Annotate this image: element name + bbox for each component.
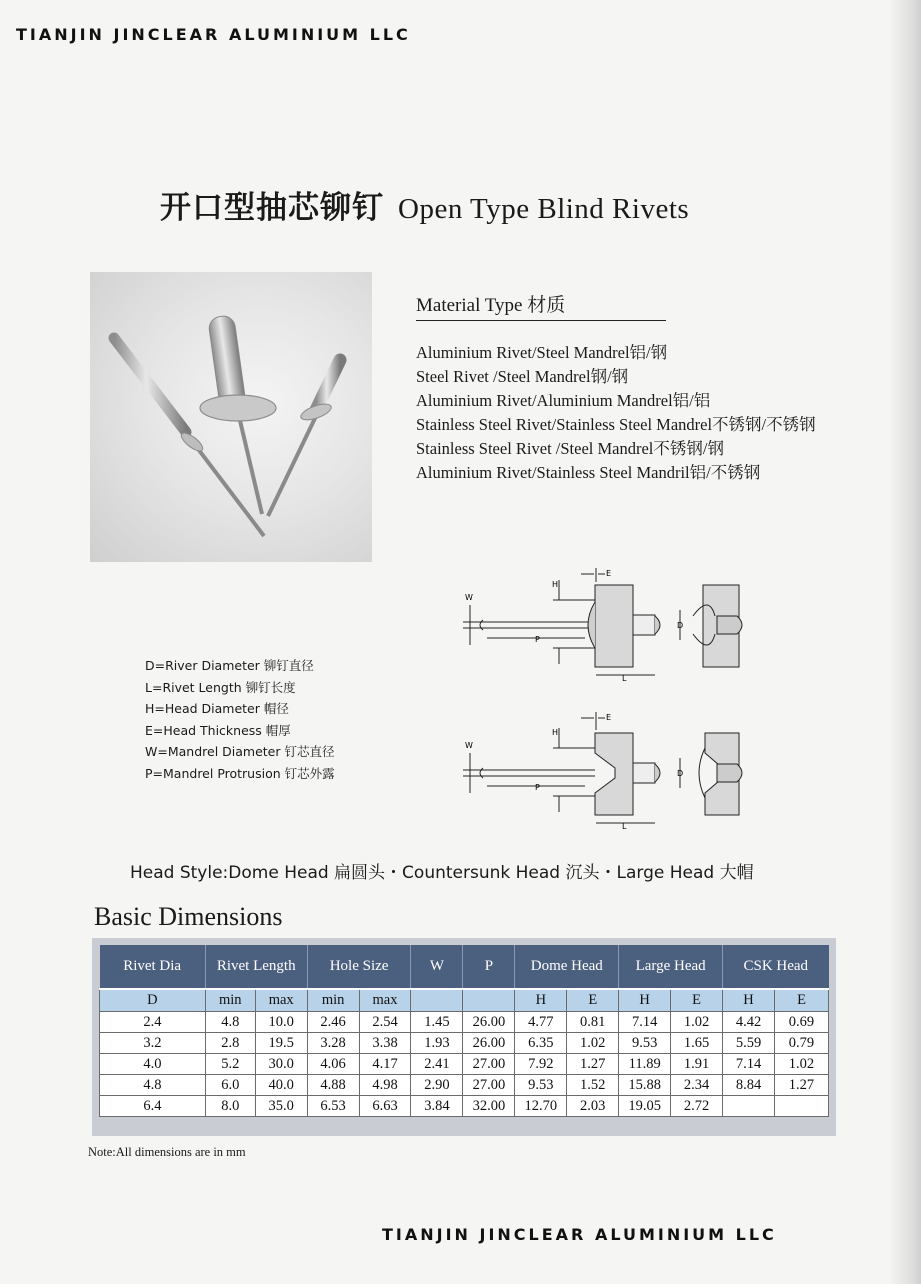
table-cell: 8.84 bbox=[723, 1075, 775, 1096]
subheader-cell: H bbox=[723, 989, 775, 1012]
legend-item: D=River Diameter 铆钉直径 bbox=[145, 658, 314, 673]
table-cell: 26.00 bbox=[463, 1033, 515, 1054]
table-cell: 4.77 bbox=[515, 1012, 567, 1033]
table-cell: 2.54 bbox=[359, 1012, 411, 1033]
table-cell: 9.53 bbox=[619, 1033, 671, 1054]
table-cell: 7.14 bbox=[619, 1012, 671, 1033]
table-cell: 1.02 bbox=[671, 1012, 723, 1033]
material-item: Aluminium Rivet/Aluminium Mandrel铝/铝 bbox=[416, 391, 711, 410]
subheader-cell: H bbox=[619, 989, 671, 1012]
table-cell: 3.38 bbox=[359, 1033, 411, 1054]
subheader-cell bbox=[463, 989, 515, 1012]
table-cell: 32.00 bbox=[463, 1096, 515, 1117]
legend-item: W=Mandrel Diameter 钉芯直径 bbox=[145, 744, 335, 759]
table-cell bbox=[774, 1096, 828, 1117]
subheader-cell: H bbox=[515, 989, 567, 1012]
table-cell: 4.42 bbox=[723, 1012, 775, 1033]
table-cell: 4.17 bbox=[359, 1054, 411, 1075]
label-d: D bbox=[677, 621, 684, 630]
legend-item: P=Mandrel Protrusion 钉芯外露 bbox=[145, 765, 335, 781]
table-cell: 1.02 bbox=[567, 1033, 619, 1054]
basic-dimensions-title: Basic Dimensions bbox=[94, 902, 283, 931]
table-cell: 1.91 bbox=[671, 1054, 723, 1075]
table-cell: 4.06 bbox=[307, 1054, 359, 1075]
label-w: W bbox=[465, 593, 473, 602]
table-cell: 2.34 bbox=[671, 1075, 723, 1096]
label-h: H bbox=[552, 728, 559, 737]
table-cell: 1.45 bbox=[411, 1012, 463, 1033]
table-cell: 7.92 bbox=[515, 1054, 567, 1075]
table-cell: 2.90 bbox=[411, 1075, 463, 1096]
legend-item: L=Rivet Length 铆钉长度 bbox=[145, 679, 296, 695]
table-cell: 19.05 bbox=[619, 1096, 671, 1117]
table-cell: 6.35 bbox=[515, 1033, 567, 1054]
label-l: L bbox=[622, 674, 627, 683]
head-style-line: Head Style:Dome Head 扁圆头・Countersunk Head 沉头・Large Head 大帽 bbox=[130, 863, 754, 883]
table-cell: 9.53 bbox=[515, 1075, 567, 1096]
subheader-cell: max bbox=[359, 989, 411, 1012]
table-cell: 2.4 bbox=[100, 1012, 206, 1033]
material-item: Steel Rivet /Steel Mandrel钢/钢 bbox=[416, 367, 629, 386]
company-name-footer: TIANJIN JINCLEAR ALUMINIUM LLC bbox=[382, 1225, 777, 1244]
table-cell: 8.0 bbox=[205, 1096, 255, 1117]
label-w: W bbox=[465, 741, 473, 750]
label-p: P bbox=[535, 783, 540, 792]
subheader-cell bbox=[411, 989, 463, 1012]
table-row bbox=[100, 1033, 829, 1054]
table-cell: 0.69 bbox=[774, 1012, 828, 1033]
table-cell: 1.52 bbox=[567, 1075, 619, 1096]
table-cell: 2.41 bbox=[411, 1054, 463, 1075]
table-cell: 30.0 bbox=[255, 1054, 307, 1075]
header-rivet-dia: Rivet Dia bbox=[100, 945, 206, 989]
table-cell: 2.03 bbox=[567, 1096, 619, 1117]
material-item: Stainless Steel Rivet /Steel Mandrel不锈钢/钢 bbox=[416, 439, 724, 458]
header-rivet-length: Rivet Length bbox=[205, 945, 307, 989]
table-cell: 0.79 bbox=[774, 1033, 828, 1054]
header-large-head: Large Head bbox=[619, 945, 723, 989]
material-item: Aluminium Rivet/Stainless Steel Mandril铝/不锈钢 bbox=[416, 463, 761, 482]
table-cell: 2.8 bbox=[205, 1033, 255, 1054]
table-cell: 6.4 bbox=[100, 1096, 206, 1117]
title-chinese: 开口型抽芯铆钉 bbox=[160, 190, 384, 226]
table-row bbox=[100, 1054, 829, 1075]
table-body bbox=[100, 989, 829, 1117]
table-cell: 26.00 bbox=[463, 1012, 515, 1033]
table-cell: 1.27 bbox=[567, 1054, 619, 1075]
table-cell: 5.2 bbox=[205, 1054, 255, 1075]
table-cell: 10.0 bbox=[255, 1012, 307, 1033]
table-subheader-row bbox=[100, 989, 829, 1012]
rivet-illustration bbox=[90, 272, 372, 562]
subheader-cell: D bbox=[100, 989, 206, 1012]
subheader-cell: max bbox=[255, 989, 307, 1012]
table-cell: 7.14 bbox=[723, 1054, 775, 1075]
table-cell: 4.8 bbox=[100, 1075, 206, 1096]
header-hole-size: Hole Size bbox=[307, 945, 411, 989]
table-cell: 19.5 bbox=[255, 1033, 307, 1054]
dimensions-table bbox=[99, 945, 829, 1117]
dimension-legend bbox=[145, 655, 335, 784]
table-cell: 12.70 bbox=[515, 1096, 567, 1117]
label-d: D bbox=[677, 769, 684, 778]
countersunk-head-diagram bbox=[455, 708, 775, 838]
label-p: P bbox=[535, 635, 540, 644]
label-l: L bbox=[622, 822, 627, 831]
subheader-cell: E bbox=[567, 989, 619, 1012]
table-cell: 1.93 bbox=[411, 1033, 463, 1054]
dome-head-diagram bbox=[455, 560, 775, 690]
header-w: W bbox=[411, 945, 463, 989]
table-row bbox=[100, 1012, 829, 1033]
table-cell: 6.0 bbox=[205, 1075, 255, 1096]
label-e: E bbox=[606, 569, 612, 578]
table-cell: 2.72 bbox=[671, 1096, 723, 1117]
table-cell: 4.8 bbox=[205, 1012, 255, 1033]
table-cell: 6.53 bbox=[307, 1096, 359, 1117]
table-row bbox=[100, 1096, 829, 1117]
label-h: H bbox=[552, 580, 559, 589]
table-cell: 4.88 bbox=[307, 1075, 359, 1096]
subheader-cell: min bbox=[205, 989, 255, 1012]
material-item: Stainless Steel Rivet/Stainless Steel Mandrel不锈钢/不锈钢 bbox=[416, 415, 816, 434]
table-cell: 1.27 bbox=[774, 1075, 828, 1096]
header-p: P bbox=[463, 945, 515, 989]
table-cell: 1.65 bbox=[671, 1033, 723, 1054]
company-name-header: TIANJIN JINCLEAR ALUMINIUM LLC bbox=[16, 25, 411, 44]
page-title bbox=[160, 182, 689, 227]
subheader-cell: E bbox=[671, 989, 723, 1012]
label-e: E bbox=[606, 713, 612, 722]
table-cell: 3.84 bbox=[411, 1096, 463, 1117]
table-cell: 35.0 bbox=[255, 1096, 307, 1117]
material-list bbox=[416, 341, 816, 485]
table-cell: 4.98 bbox=[359, 1075, 411, 1096]
table-cell: 3.28 bbox=[307, 1033, 359, 1054]
table-cell bbox=[723, 1096, 775, 1117]
legend-item: E=Head Thickness 帽厚 bbox=[145, 722, 291, 738]
table-cell: 40.0 bbox=[255, 1075, 307, 1096]
table-cell: 4.0 bbox=[100, 1054, 206, 1075]
table-cell: 2.46 bbox=[307, 1012, 359, 1033]
subheader-cell: min bbox=[307, 989, 359, 1012]
page-edge-shadow bbox=[891, 0, 921, 1284]
table-cell: 11.89 bbox=[619, 1054, 671, 1075]
title-english: Open Type Blind Rivets bbox=[398, 193, 690, 225]
table-cell: 5.59 bbox=[723, 1033, 775, 1054]
material-item: Aluminium Rivet/Steel Mandrel铝/钢 bbox=[416, 343, 668, 362]
table-cell: 1.02 bbox=[774, 1054, 828, 1075]
dimensions-table-frame bbox=[92, 938, 836, 1136]
table-cell: 0.81 bbox=[567, 1012, 619, 1033]
table-cell: 15.88 bbox=[619, 1075, 671, 1096]
table-cell: 6.63 bbox=[359, 1096, 411, 1117]
header-csk-head: CSK Head bbox=[723, 945, 829, 989]
table-cell: 27.00 bbox=[463, 1054, 515, 1075]
material-type-heading: Material Type 材质 bbox=[416, 290, 666, 321]
legend-item: H=Head Diameter 帽径 bbox=[145, 701, 289, 716]
table-cell: 27.00 bbox=[463, 1075, 515, 1096]
subheader-cell: E bbox=[774, 989, 828, 1012]
rivet-photo bbox=[90, 272, 372, 562]
header-dome-head: Dome Head bbox=[515, 945, 619, 989]
table-cell: 3.2 bbox=[100, 1033, 206, 1054]
dimensions-note: Note:All dimensions are in mm bbox=[88, 1145, 246, 1159]
table-row bbox=[100, 1075, 829, 1096]
